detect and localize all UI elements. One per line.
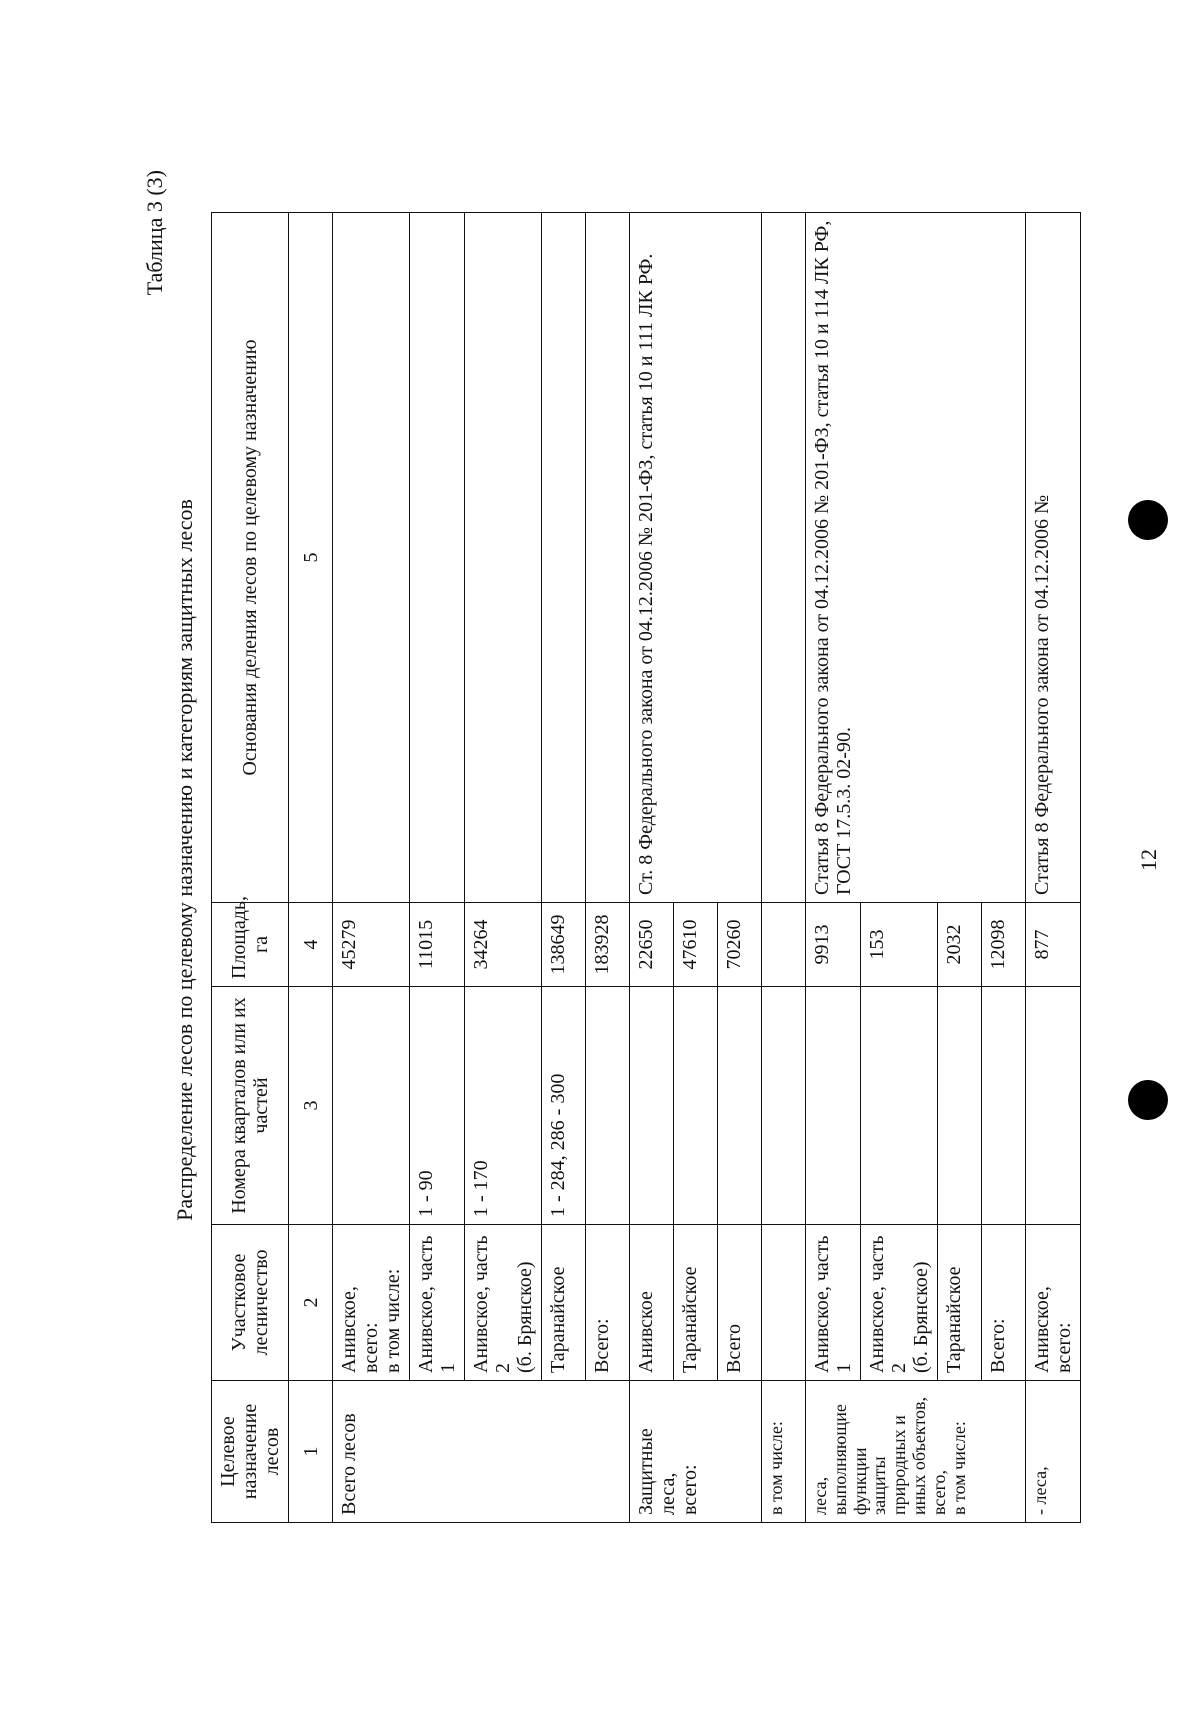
- forestry-cell: Анивское, часть 1: [410, 1225, 465, 1381]
- forestry-cell: Таранайское: [674, 1225, 718, 1381]
- quarters-cell: 1 - 284, 286 - 300: [542, 987, 586, 1225]
- header-cell: Номера кварталов или их частей: [212, 987, 289, 1225]
- quarters-cell: [333, 987, 410, 1225]
- forestry-cell: Всего:: [982, 1225, 1026, 1381]
- quarters-cell: [718, 987, 762, 1225]
- quarters-cell: [762, 987, 806, 1225]
- basis-cell: [410, 213, 465, 903]
- column-number: 3: [289, 987, 333, 1225]
- forestry-cell: Всего: [718, 1225, 762, 1381]
- area-cell: 877: [1026, 903, 1081, 987]
- basis-cell: [542, 213, 586, 903]
- quarters-cell: [938, 987, 982, 1225]
- area-cell: 138649: [542, 903, 586, 987]
- table-row: [410, 213, 465, 1523]
- basis-cell: [333, 213, 410, 903]
- table-row: [630, 213, 674, 1523]
- basis-cell: [465, 213, 542, 903]
- header-row: [212, 213, 289, 1523]
- page-number: 12: [1136, 849, 1161, 871]
- table-row: [762, 213, 806, 1523]
- purpose-cell: Защитные леса, всего:: [630, 1381, 762, 1523]
- area-cell: 153: [861, 903, 938, 987]
- quarters-cell: [630, 987, 674, 1225]
- column-number: 2: [289, 1225, 333, 1381]
- basis-cell: [762, 213, 806, 903]
- table-row: [333, 213, 410, 1523]
- forestry-cell: Всего:: [586, 1225, 630, 1381]
- table-row: [586, 213, 630, 1523]
- area-cell: 2032: [938, 903, 982, 987]
- quarters-cell: [861, 987, 938, 1225]
- area-cell: [762, 903, 806, 987]
- forestry-cell: Таранайское: [542, 1225, 586, 1381]
- table-row: [1026, 213, 1081, 1523]
- table-row: [465, 213, 542, 1523]
- basis-cell: Статья 8 Федерального закона от 04.12.2006 №: [1026, 213, 1081, 903]
- purpose-cell: леса, выполняющие функции защиты природных и иных объектов, всего, в том числе:: [806, 1381, 1026, 1523]
- table-row: [542, 213, 586, 1523]
- table-caption: Таблица 3 (3): [142, 170, 167, 296]
- basis-cell: Статья 8 Федерального закона от 04.12.2006 № 201-ФЗ, статья 10 и 114 ЛК РФ, ГОСТ 17.5.3. 02-90.: [806, 213, 1026, 903]
- forestry-cell: Таранайское: [938, 1225, 982, 1381]
- area-cell: 22650: [630, 903, 674, 987]
- area-cell: 11015: [410, 903, 465, 987]
- area-cell: 47610: [674, 903, 718, 987]
- purpose-cell: в том числе:: [762, 1381, 806, 1523]
- table-row: [806, 213, 861, 1523]
- purpose-cell: Всего лесов: [333, 1381, 630, 1523]
- table-title: Распределение лесов по целевому назначению и категориям защитных лесов: [172, 499, 197, 1221]
- column-number: 5: [289, 213, 333, 903]
- forestry-cell: Анивское: [630, 1225, 674, 1381]
- forestry-cell: Анивское, всего:: [1026, 1225, 1081, 1381]
- header-cell: Участковое лесничество: [212, 1225, 289, 1381]
- forest-distribution-table: [211, 212, 1081, 1523]
- area-total-cell: 183928: [586, 903, 630, 987]
- area-total-cell: 70260: [718, 903, 762, 987]
- area-cell: 34264: [465, 903, 542, 987]
- quarters-cell: 1 - 90: [410, 987, 465, 1225]
- quarters-cell: [674, 987, 718, 1225]
- column-number-row: [289, 213, 333, 1523]
- quarters-cell: [586, 987, 630, 1225]
- quarters-cell: [1026, 987, 1081, 1225]
- forestry-cell: Анивское, часть 2 (б. Брянское): [861, 1225, 938, 1381]
- basis-cell: Ст. 8 Федерального закона от 04.12.2006 № 201-ФЗ, статья 10 и 111 ЛК РФ.: [630, 213, 762, 903]
- rotated-page: [136, 130, 1186, 1590]
- forestry-cell: [762, 1225, 806, 1381]
- area-cell: 12098: [982, 903, 1026, 987]
- forestry-cell: Анивское, часть 2 (б. Брянское): [465, 1225, 542, 1381]
- area-cell: 45279: [333, 903, 410, 987]
- header-cell: Площадь, га: [212, 903, 289, 987]
- quarters-cell: 1 - 170: [465, 987, 542, 1225]
- quarters-cell: [806, 987, 861, 1225]
- header-cell: Основания деления лесов по целевому назначению: [212, 213, 289, 903]
- purpose-cell: - леса,: [1026, 1381, 1081, 1523]
- quarters-cell: [982, 987, 1026, 1225]
- column-number: 1: [289, 1381, 333, 1523]
- area-cell: 9913: [806, 903, 861, 987]
- column-number: 4: [289, 903, 333, 987]
- forestry-cell: Анивское, всего: в том числе:: [333, 1225, 410, 1381]
- forestry-cell: Анивское, часть 1: [806, 1225, 861, 1381]
- header-cell: Целевое назначение лесов: [212, 1381, 289, 1523]
- basis-cell: [586, 213, 630, 903]
